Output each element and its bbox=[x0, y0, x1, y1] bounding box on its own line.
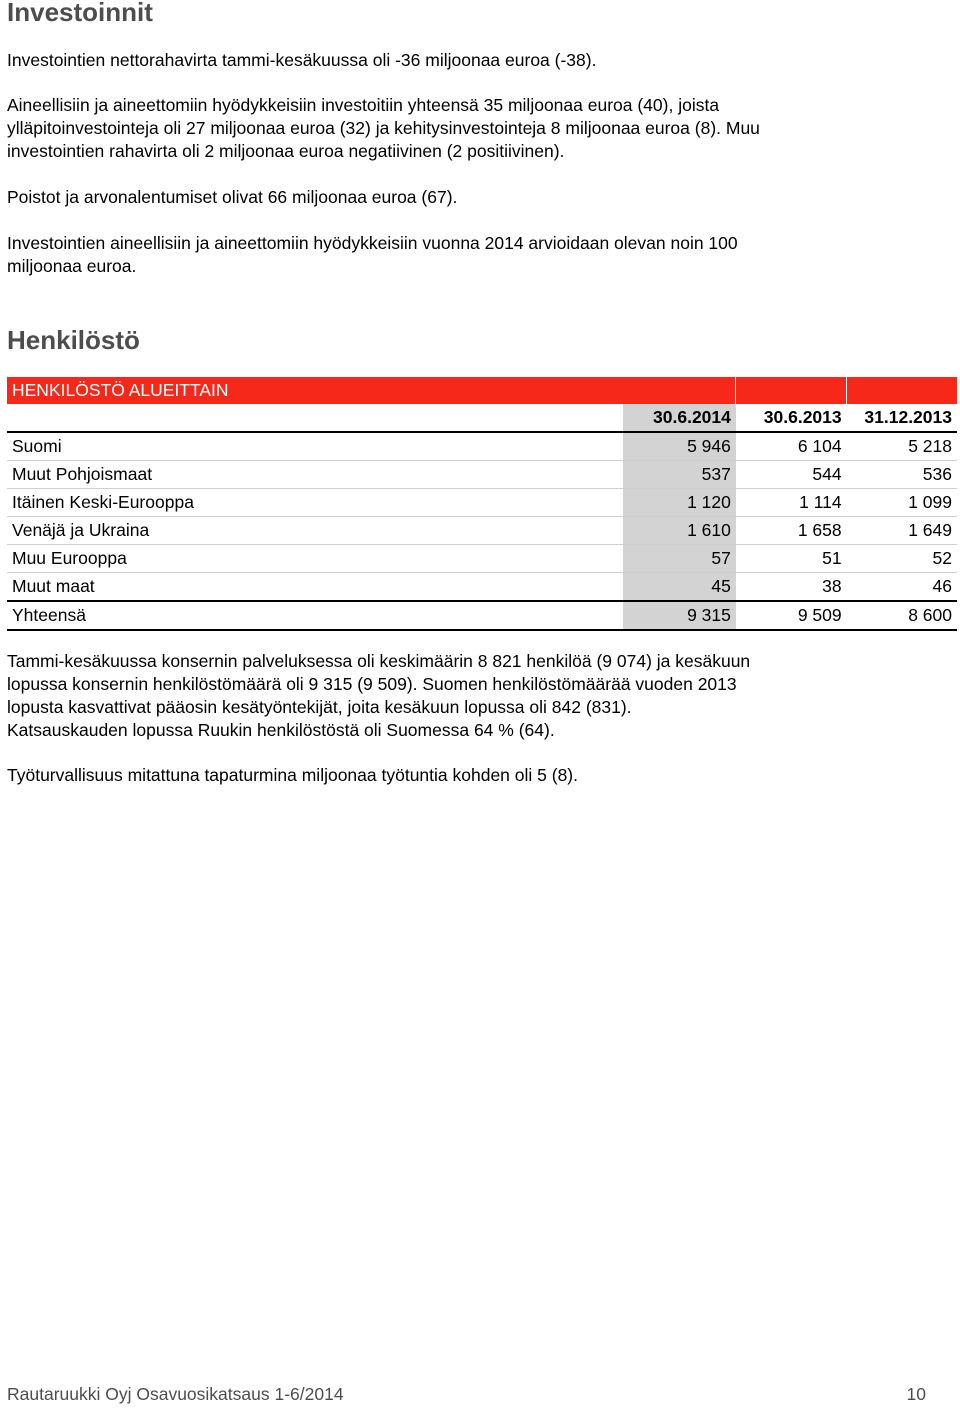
row-value: 1 099 bbox=[847, 489, 957, 517]
total-value: 9 315 bbox=[623, 601, 736, 630]
row-value: 5 946 bbox=[623, 432, 736, 461]
table-row bbox=[7, 461, 957, 489]
table-title-cell bbox=[847, 377, 957, 404]
paragraph-line: miljoonaa euroa. bbox=[7, 256, 137, 276]
total-label: Yhteensä bbox=[7, 601, 623, 630]
paragraph-line: Aineellisiin ja aineettomiin hyödykkeisiin investoitiin yhteensä 35 miljoonaa euroa (40), joista bbox=[7, 95, 720, 115]
row-label: Muut maat bbox=[7, 573, 623, 602]
column-header: 30.6.2014 bbox=[623, 404, 736, 432]
paragraph-personnel-2 bbox=[7, 764, 947, 787]
paragraph-investments-1 bbox=[7, 49, 947, 72]
total-value: 8 600 bbox=[847, 601, 957, 630]
column-header: 30.6.2013 bbox=[763, 407, 842, 427]
paragraph-line: Katsauskauden lopussa Ruukin henkilöstöstä oli Suomessa 64 % (64). bbox=[7, 720, 555, 740]
row-value: 536 bbox=[847, 461, 957, 489]
paragraph-line: lopusta kasvattivat pääosin kesätyöntekijät, joita kesäkuun lopussa oli 842 (831). bbox=[7, 697, 632, 717]
table-row bbox=[7, 432, 957, 461]
row-value: 45 bbox=[623, 573, 736, 602]
heading-personnel: Henkilöstö bbox=[7, 325, 140, 355]
paragraph-line: Investointien aineellisiin ja aineettomiin hyödykkeisiin vuonna 2014 arvioidaan olevan noin 100 bbox=[7, 233, 738, 253]
paragraph-line: Työturvallisuus mitattuna tapaturmina miljoonaa työtuntia kohden oli 5 (8). bbox=[7, 765, 578, 785]
paragraph-line: lopussa konsernin henkilöstömäärä oli 9 315 (9 509). Suomen henkilöstömäärää vuoden 2013 bbox=[7, 674, 737, 694]
row-value: 1 649 bbox=[847, 517, 957, 545]
row-value: 5 218 bbox=[847, 432, 957, 461]
row-value: 544 bbox=[736, 461, 847, 489]
paragraph-line: investointien rahavirta oli 2 miljoonaa euroa negatiivinen (2 positiivinen). bbox=[7, 141, 565, 161]
row-value: 57 bbox=[623, 545, 736, 573]
table-total-row bbox=[7, 601, 957, 630]
table-header-empty bbox=[7, 404, 623, 432]
personnel-by-region-table bbox=[7, 377, 957, 631]
table-title: HENKILÖSTÖ ALUEITTAIN bbox=[7, 377, 623, 404]
table-title-row bbox=[7, 377, 957, 404]
row-label: Suomi bbox=[7, 432, 623, 461]
table-row bbox=[7, 489, 957, 517]
paragraph-line: ylläpitoinvestointeja oli 27 miljoonaa euroa (32) ja kehitysinvestointeja 8 miljoonaa euroa (8). Muu bbox=[7, 118, 760, 138]
heading-investments: Investoinnit bbox=[7, 0, 153, 27]
table-title-cell bbox=[736, 377, 847, 404]
row-value: 38 bbox=[736, 573, 847, 602]
paragraph-investments-2 bbox=[7, 94, 947, 163]
paragraph-line: Investointien nettorahavirta tammi-kesäkuussa oli -36 miljoonaa euroa (-38). bbox=[7, 50, 597, 70]
row-value: 1 610 bbox=[623, 517, 736, 545]
table-header-row bbox=[7, 404, 957, 432]
table-row bbox=[7, 573, 957, 602]
footer-document-title: Rautaruukki Oyj Osavuosikatsaus 1-6/2014 bbox=[7, 1384, 344, 1404]
paragraph-investments-4 bbox=[7, 232, 947, 278]
row-value: 51 bbox=[736, 545, 847, 573]
column-header: 31.12.2013 bbox=[864, 407, 952, 427]
footer-page-number: 10 bbox=[906, 1384, 926, 1404]
row-label: Muut Pohjoismaat bbox=[7, 461, 623, 489]
table-row bbox=[7, 545, 957, 573]
table-title-cell bbox=[623, 377, 736, 404]
row-value: 1 120 bbox=[623, 489, 736, 517]
row-value: 1 658 bbox=[736, 517, 847, 545]
row-value: 1 114 bbox=[736, 489, 847, 517]
row-label: Venäjä ja Ukraina bbox=[7, 517, 623, 545]
row-value: 52 bbox=[847, 545, 957, 573]
row-label: Muu Eurooppa bbox=[7, 545, 623, 573]
row-value: 46 bbox=[847, 573, 957, 602]
total-value: 9 509 bbox=[736, 601, 847, 630]
row-value: 6 104 bbox=[736, 432, 847, 461]
row-label: Itäinen Keski-Eurooppa bbox=[7, 489, 623, 517]
paragraph-investments-3 bbox=[7, 186, 947, 209]
paragraph-line: Poistot ja arvonalentumiset olivat 66 miljoonaa euroa (67). bbox=[7, 187, 458, 207]
paragraph-line: Tammi-kesäkuussa konsernin palveluksessa oli keskimäärin 8 821 henkilöä (9 074) ja kesäkuun bbox=[7, 651, 751, 671]
table-row bbox=[7, 517, 957, 545]
paragraph-personnel-1 bbox=[7, 650, 947, 742]
row-value: 537 bbox=[623, 461, 736, 489]
